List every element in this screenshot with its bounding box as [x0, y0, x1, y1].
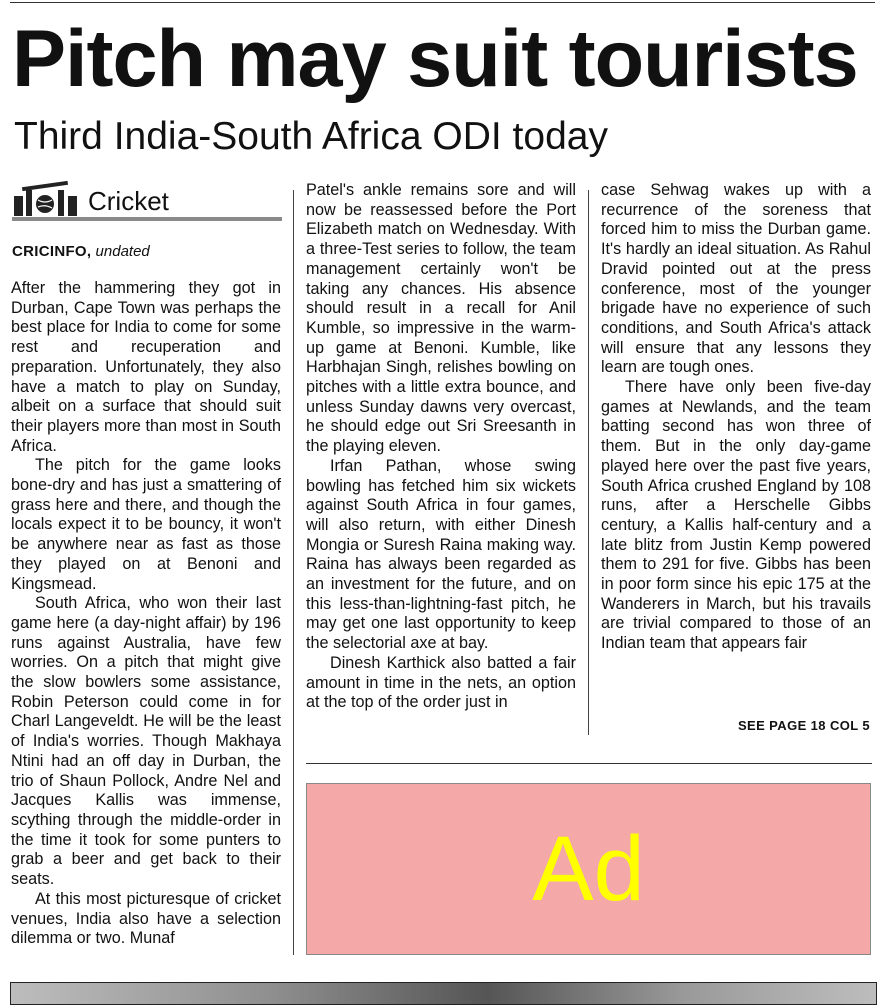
top-rule — [10, 2, 875, 3]
paragraph: There have only been five-day games at Newlands, and the team batting second has won three of them. But in the only day-game played here over the past five years, South Africa crushed England by 108 runs, after a Herschelle Gibbs century, a Kallis half-century and a late blitz from Justin Kemp powered them to 291 for five. Gibbs has been in poor form since his epic 175 at the Wanderers in March, but his travails are trivial compared to those of an Indian team that appears fair — [601, 378, 871, 653]
advertisement-label: Ad — [532, 818, 645, 920]
column-divider — [588, 190, 589, 735]
bottom-image-strip — [10, 982, 877, 1005]
byline-date: undated — [95, 243, 150, 260]
byline-source: CRICINFO, — [12, 243, 92, 260]
paragraph: Irfan Pathan, whose swing bowling has fetched him six wickets against South Africa in four games, will also return, with either Dinesh Mongia or Suresh Raina making way. Raina has always been regarded as an investment for the future, and on this less-than-lightning-fast pitch, he may get one last opportunity to keep the selectorial axe at bay. — [306, 456, 576, 653]
article-column-1 — [11, 279, 281, 949]
paragraph: Patel's ankle remains sore and will now be reassessed before the Port Elizabeth match on Wednesday. With a three-Test series to follow, the team management certainly won't be taking any chances. His absence should result in a recall for Anil Kumble, so impressive in the warm-up game at Benoni. Kumble, like Harbhajan Singh, relishes bowling on pitches with a little extra bounce, and unless Sunday dawns very overcast, he should edge out Sri Sreesanth in the playing eleven. — [306, 181, 576, 456]
paragraph: South Africa, who won their last game here (a day-night affair) by 196 runs against Australia, have few worries. On a pitch that might give the slow bowlers some assistance, Robin Peterson could come in for Charl Langeveldt. He will be the least of India's worries. Though Makhaya Ntini had an off day in Durban, the trio of Shaun Pollock, Andre Nel and Jacques Kallis was immense, scything through the middle-order in the time it took for some punters to grab a beer and get back to their seats. — [11, 594, 281, 889]
paragraph: case Sehwag wakes up with a recurrence of the soreness that forced him to miss the Durban game. It's hardly an ideal situation. As Rahul Dravid pointed out at the press conference, most of the younger brigade have no experience of such conditions, and South Africa's attack will ensure that any lessons they learn are tough ones. — [601, 181, 871, 377]
cricket-bat-ball-stumps-icon — [12, 180, 82, 218]
column-divider — [293, 190, 294, 955]
section-label: Cricket — [88, 186, 169, 216]
ad-separator-rule — [306, 763, 872, 764]
continuation-note: SEE PAGE 18 COL 5 — [737, 718, 870, 733]
paragraph: The pitch for the game looks bone-dry and has just a smattering of grass here and there, and though the locals expect it to be bouncy, it won't be anywhere near as fast as those they played on at Benoni and Kingsmead. — [11, 456, 281, 593]
article-column-2 — [306, 181, 576, 713]
paragraph: At this most picturesque of cricket venues, India also have a selection dilemma or two. Munaf — [11, 889, 281, 948]
section-underline — [12, 217, 282, 221]
paragraph: Dinesh Karthick also batted a fair amount in time in the nets, an option at the top of the order just in — [306, 653, 576, 712]
headline: Pitch may suit tourists — [12, 14, 858, 104]
subheadline: Third India-South Africa ODI today — [14, 115, 608, 158]
byline — [12, 243, 150, 261]
advertisement-box[interactable] — [306, 783, 871, 955]
article-column-3 — [601, 181, 871, 654]
section-tag — [12, 180, 282, 224]
paragraph: After the hammering they got in Durban, Cape Town was perhaps the best place for India to come for some rest and recuperation and preparation. Unfortunately, they also have a match to play on Sunday, albeit on a surface that should suit their players more than most in South Africa. — [11, 279, 281, 455]
